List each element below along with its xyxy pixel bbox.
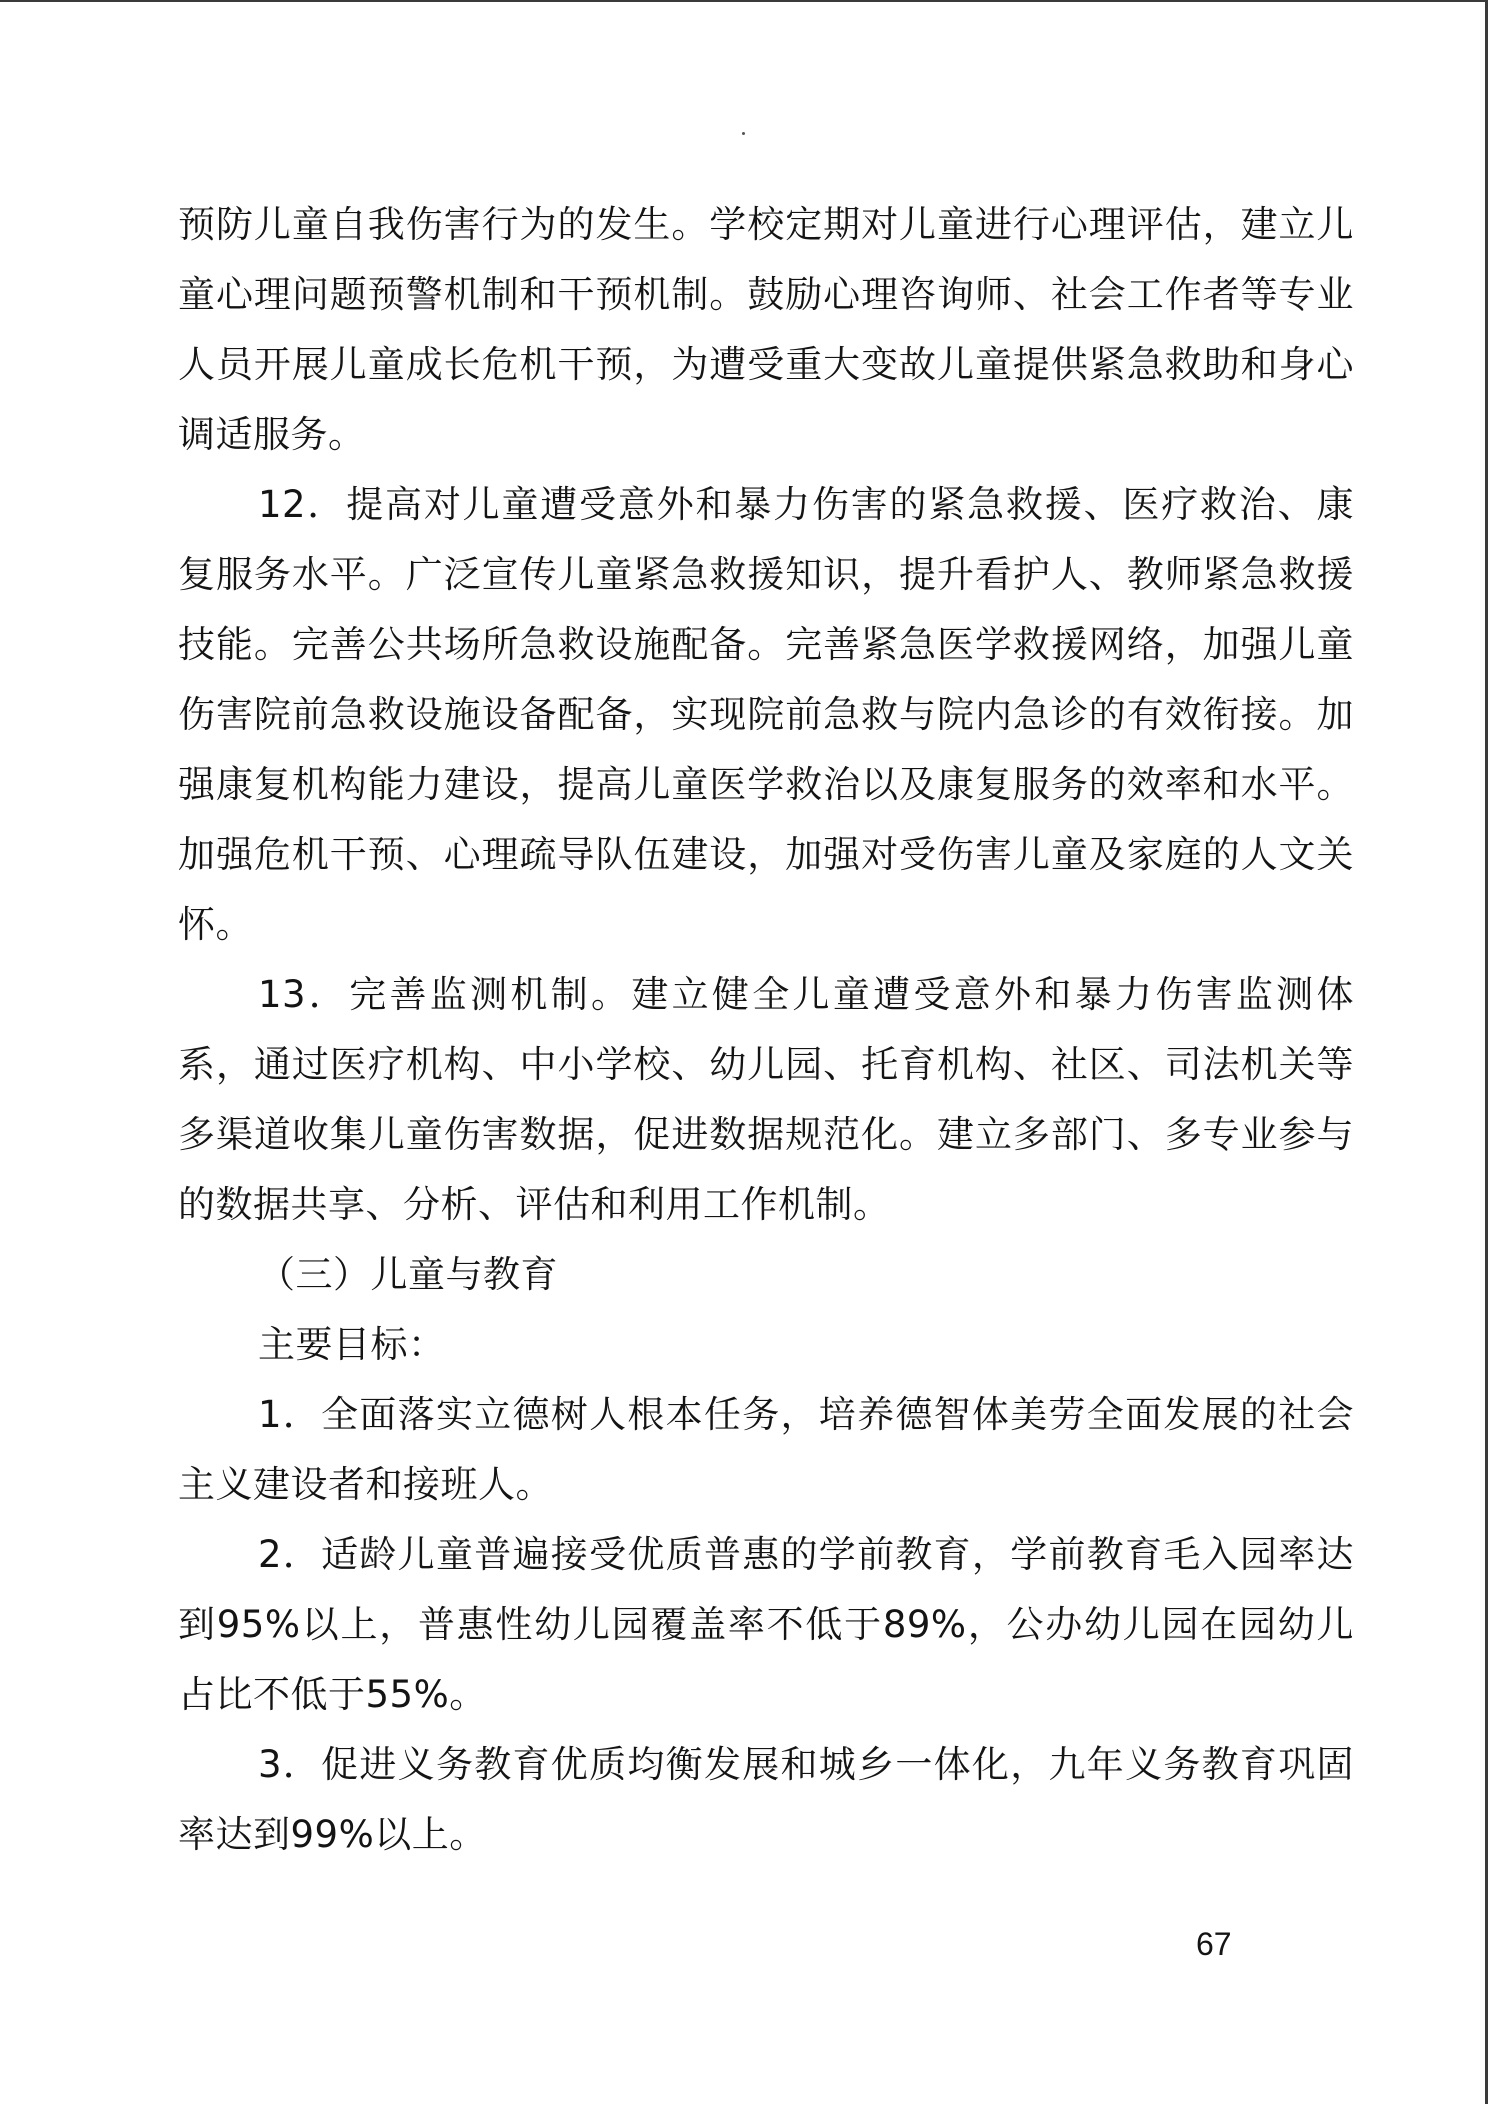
goal-item-2: 2．适龄儿童普遍接受优质普惠的学前教育，学前教育毛入园率达到95%以上，普惠性幼儿园覆盖率不低于89%，公办幼儿园在园幼儿占比不低于55%。 bbox=[178, 1533, 1354, 1716]
subheading-main-goals: 主要目标： bbox=[258, 1323, 446, 1366]
goal-item-1: 1．全面落实立德树人根本任务，培养德智体美劳全面发展的社会主义建设者和接班人。 bbox=[178, 1393, 1354, 1506]
paragraph-item-13: 13．完善监测机制。建立健全儿童遭受意外和暴力伤害监测体系，通过医疗机构、中小学校、幼儿园、托育机构、社区、司法机关等多渠道收集儿童伤害数据，促进数据规范化。建立多部门、多专业参与的数据共享、分析、评估和利用工作机制。 bbox=[178, 973, 1354, 1226]
page-number: 67 bbox=[1196, 1926, 1232, 1962]
paragraph-item-12: 12．提高对儿童遭受意外和暴力伤害的紧急救援、医疗救治、康复服务水平。广泛宣传儿童紧急救援知识，提升看护人、教师紧急救援技能。完善公共场所急救设施配备。完善紧急医学救援网络，加强儿童伤害院前急救设施设备配备，实现院前急救与院内急诊的有效衔接。加强康复机构能力建设，提高儿童医学救治以及康复服务的效率和水平。加强危机干预、心理疏导队伍建设，加强对受伤害儿童及家庭的人文关怀。 bbox=[178, 483, 1354, 946]
page-top-border bbox=[0, 0, 1488, 2]
paragraph-continuation: 预防儿童自我伤害行为的发生。学校定期对儿童进行心理评估，建立儿童心理问题预警机制和干预机制。鼓励心理咨询师、社会工作者等专业人员开展儿童成长危机干预，为遭受重大变故儿童提供紧急救助和身心调适服务。 bbox=[178, 203, 1354, 456]
goal-item-3: 3．促进义务教育优质均衡发展和城乡一体化，九年义务教育巩固率达到99%以上。 bbox=[178, 1743, 1354, 1856]
section-heading: （三）儿童与教育 bbox=[258, 1253, 558, 1296]
document-body bbox=[178, 190, 1354, 1870]
scan-speck bbox=[742, 132, 745, 135]
